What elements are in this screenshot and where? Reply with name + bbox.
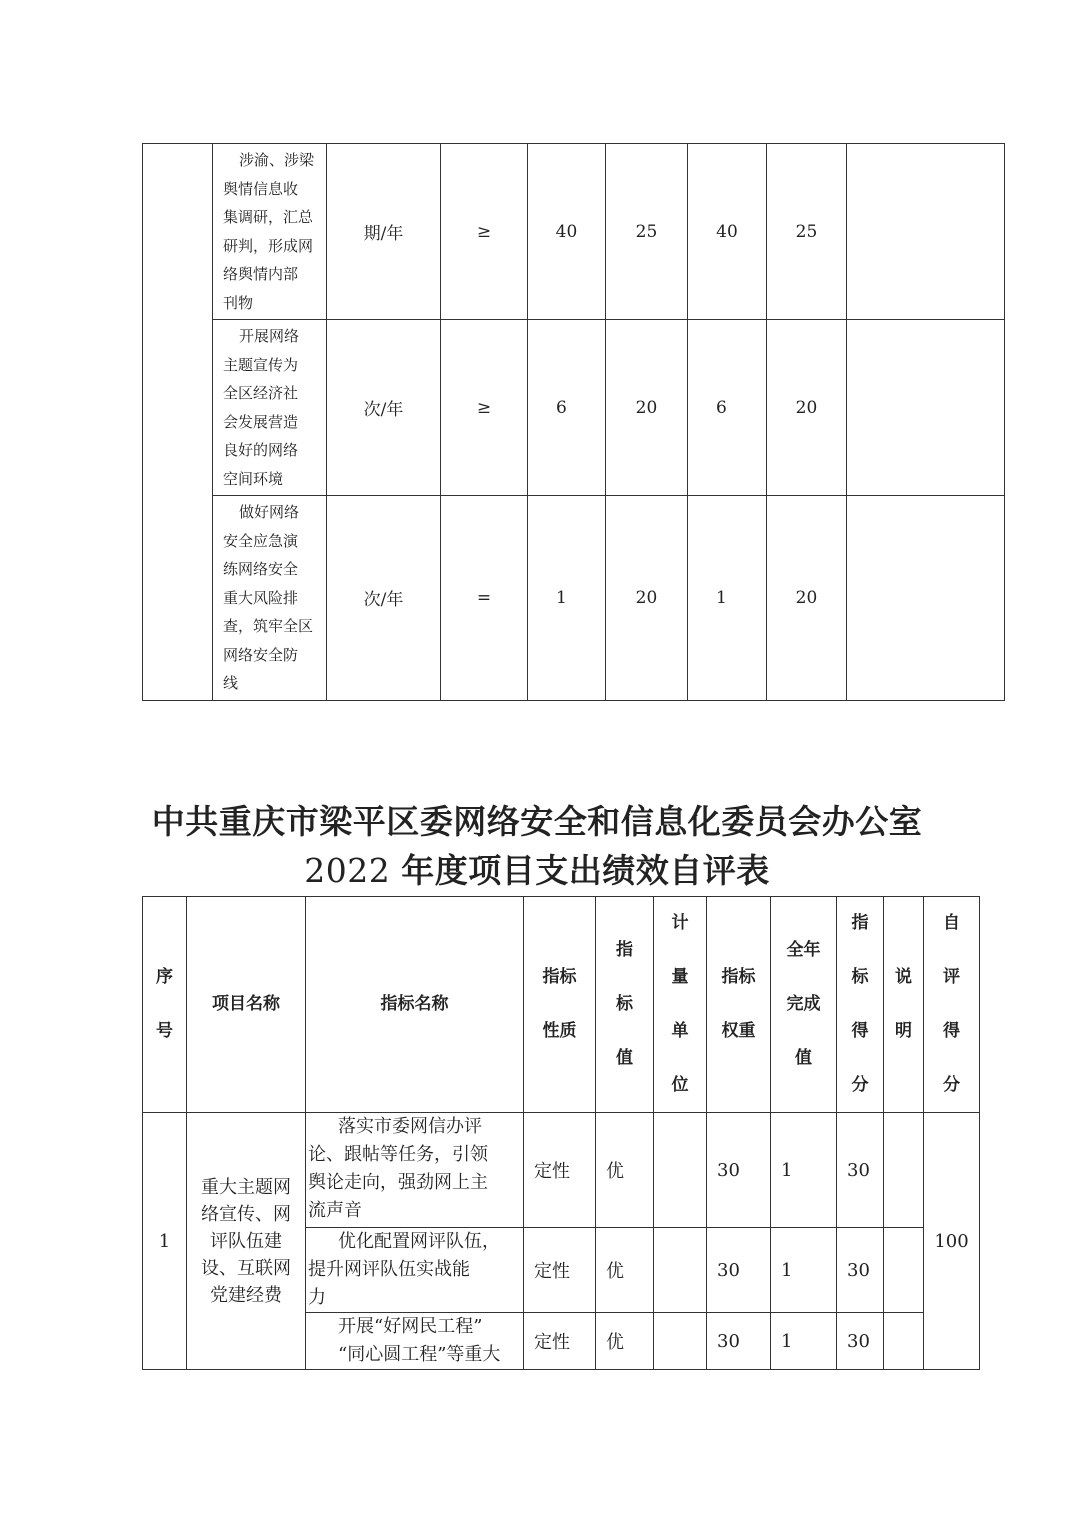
- score-cell: 30: [837, 1113, 884, 1228]
- unit-cell: 次/年: [327, 320, 441, 496]
- note-cell: [847, 320, 1005, 496]
- operator-cell: ≥: [441, 320, 528, 496]
- header-indicator: 指标名称: [306, 897, 524, 1113]
- actual-cell: 1: [771, 1313, 837, 1370]
- self-score-cell: 100: [924, 1113, 980, 1370]
- note-cell: [847, 144, 1005, 320]
- empty-seq-cell: [143, 144, 213, 701]
- indicator-cell: 开展网络 主题宣传为 全区经济社 会发展营造 良好的网络 空间环境: [213, 320, 327, 496]
- actual-cell: 1: [688, 496, 767, 701]
- note-cell: [884, 1313, 924, 1370]
- target-cell: 40: [528, 144, 606, 320]
- operator-cell: ≥: [441, 144, 528, 320]
- value-cell: 优: [596, 1313, 654, 1370]
- table-row: [143, 1113, 980, 1228]
- weight-cell: 30: [707, 1228, 771, 1313]
- indicator-cell: 开展“好网民工程” “同心圆工程”等重大: [306, 1313, 524, 1370]
- score-cell: 30: [837, 1228, 884, 1313]
- header-note: 说 明: [884, 897, 924, 1113]
- header-self-score: 自 评 得 分: [924, 897, 980, 1113]
- weight-cell: 20: [606, 496, 688, 701]
- actual-cell: 40: [688, 144, 767, 320]
- indicator-cell: 做好网络 安全应急演 练网络安全 重大风险排 查，筑牢全区 网络安全防 线: [213, 496, 327, 701]
- header-weight: 指标 权重: [707, 897, 771, 1113]
- indicator-cell: 落实市委网信办评 论、跟帖等任务，引领 舆论走向，强劲网上主 流声音: [306, 1113, 524, 1228]
- score-cell: 30: [837, 1313, 884, 1370]
- seq-cell: 1: [143, 1113, 187, 1370]
- unit-cell: [654, 1228, 707, 1313]
- indicator-cell: 涉渝、涉梁 舆情信息收 集调研，汇总 研判，形成网 络舆情内部 刊物: [213, 144, 327, 320]
- table-row: [143, 144, 1005, 320]
- page-subtitle: [0, 849, 1074, 893]
- header-project: 项目名称: [187, 897, 306, 1113]
- table-row: [143, 496, 1005, 701]
- header-nature: 指标 性质: [524, 897, 596, 1113]
- value-cell: 优: [596, 1113, 654, 1228]
- score-cell: 25: [767, 144, 847, 320]
- project-name-cell: 重大主题网 络宣传、网 评队伍建 设、互联网 党建经费: [187, 1113, 306, 1370]
- unit-cell: [654, 1313, 707, 1370]
- note-cell: [884, 1228, 924, 1313]
- header-actual: 全年 完成 值: [771, 897, 837, 1113]
- evaluation-table: [142, 896, 980, 1370]
- value-cell: 优: [596, 1228, 654, 1313]
- note-cell: [847, 496, 1005, 701]
- note-cell: [884, 1113, 924, 1228]
- weight-cell: 30: [707, 1113, 771, 1228]
- target-cell: 1: [528, 496, 606, 701]
- target-cell: 6: [528, 320, 606, 496]
- header-score: 指 标 得 分: [837, 897, 884, 1113]
- indicator-cell: 优化配置网评队伍， 提升网评队伍实战能 力: [306, 1228, 524, 1313]
- actual-cell: 6: [688, 320, 767, 496]
- actual-cell: 1: [771, 1113, 837, 1228]
- score-cell: 20: [767, 320, 847, 496]
- nature-cell: 定性: [524, 1113, 596, 1228]
- weight-cell: 20: [606, 320, 688, 496]
- continuation-table: [142, 143, 1005, 701]
- header-unit: 计 量 单 位: [654, 897, 707, 1113]
- title-year: 2022: [304, 851, 391, 890]
- operator-cell: =: [441, 496, 528, 701]
- nature-cell: 定性: [524, 1313, 596, 1370]
- score-cell: 20: [767, 496, 847, 701]
- unit-cell: [654, 1113, 707, 1228]
- header-row: [143, 897, 980, 1113]
- header-value: 指 标 值: [596, 897, 654, 1113]
- weight-cell: 30: [707, 1313, 771, 1370]
- nature-cell: 定性: [524, 1228, 596, 1313]
- title-text: 年度项目支出绩效自评表: [401, 851, 770, 890]
- weight-cell: 25: [606, 144, 688, 320]
- unit-cell: 期/年: [327, 144, 441, 320]
- page-title: 中共重庆市梁平区委网络安全和信息化委员会办公室: [151, 802, 923, 841]
- header-seq: 序 号: [143, 897, 187, 1113]
- unit-cell: 次/年: [327, 496, 441, 701]
- table-row: [143, 320, 1005, 496]
- actual-cell: 1: [771, 1228, 837, 1313]
